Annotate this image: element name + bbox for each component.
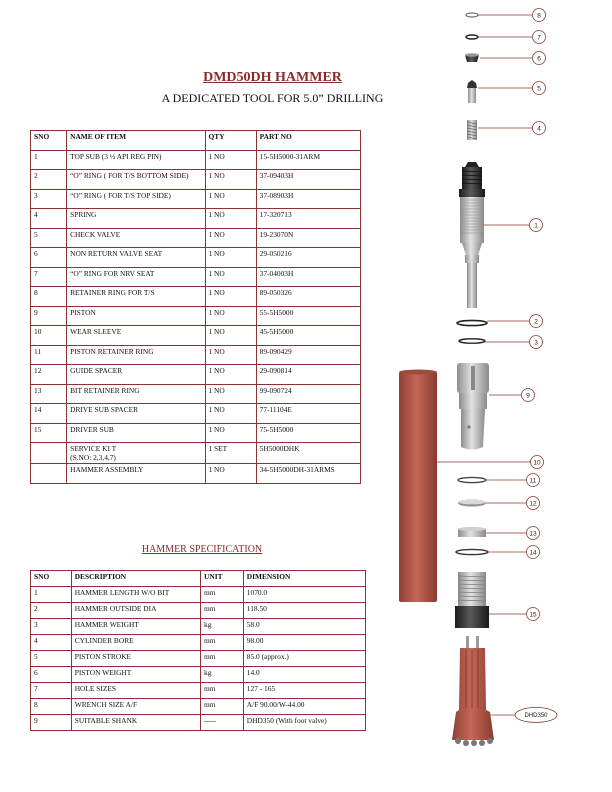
cell-text: 15-5H5000-31ARM	[259, 151, 321, 161]
cell-text: 37-09403H	[259, 171, 294, 180]
cell-text: 1 NO	[208, 210, 225, 219]
callout-15	[527, 608, 540, 621]
cell-text: 5	[34, 229, 38, 239]
callout-11	[527, 474, 540, 487]
table-cell: WRENCH SIZE A/F	[71, 699, 200, 715]
table-row	[31, 150, 361, 170]
cell-text: GUIDE SPACER	[70, 366, 123, 375]
table-cell: mm	[201, 587, 244, 603]
cell-text: 77-11104E	[259, 405, 292, 414]
table-cell: kg	[201, 667, 244, 683]
table-row	[31, 715, 366, 731]
table-cell	[205, 287, 256, 307]
cell-text: 5H5000DHK	[259, 444, 300, 453]
parts-table	[30, 130, 361, 484]
cell-text: 2	[34, 171, 38, 180]
table-row	[31, 423, 361, 443]
spec-header-description: DESCRIPTION	[71, 571, 200, 587]
table-cell	[205, 326, 256, 346]
table-cell: 3	[31, 619, 72, 635]
table-cell	[205, 345, 256, 365]
spec-table-header-row	[31, 571, 366, 587]
callout-number: 13	[529, 530, 537, 538]
table-cell	[256, 150, 360, 170]
spec-heading: HAMMER SPECIFICATION	[141, 544, 263, 555]
table-cell	[67, 248, 205, 268]
part-12-guide-spacer	[458, 500, 486, 507]
table-cell	[256, 248, 360, 268]
parts-header-name: NAME OF ITEM	[67, 131, 205, 151]
parts-header-partno: PART NO	[256, 131, 360, 151]
callout-14	[527, 546, 540, 559]
table-row	[31, 287, 361, 307]
table-cell	[31, 209, 67, 229]
cell-text: 1 NO	[208, 366, 225, 375]
cell-text: RETAINER RING FOR T/S	[70, 288, 155, 297]
table-cell	[31, 345, 67, 365]
table-cell: mm	[201, 699, 244, 715]
table-cell: 1	[31, 587, 72, 603]
table-row	[31, 699, 366, 715]
callout-number: 7	[537, 34, 541, 42]
table-cell	[67, 189, 205, 209]
cell-text: 1 NO	[208, 385, 225, 395]
table-cell: 85.0 (approx.)	[243, 651, 365, 667]
table-cell	[205, 365, 256, 385]
shank-label: DHD350	[524, 713, 548, 720]
table-row	[31, 306, 361, 326]
part-5-check-valve	[467, 80, 477, 103]
table-cell	[67, 345, 205, 365]
callout-number: 2	[534, 318, 538, 326]
callout-12	[527, 497, 540, 510]
cell-text: SPRING	[70, 210, 97, 219]
cell-text: 75-5H5000	[259, 424, 294, 434]
page-subtitle: A DEDICATED TOOL FOR 5.0” DRILLING	[161, 91, 384, 105]
cell-text: 1 NO	[208, 190, 225, 200]
table-cell: mm	[201, 635, 244, 651]
table-cell: -----	[201, 715, 244, 731]
table-cell	[256, 404, 360, 424]
table-cell	[205, 248, 256, 268]
table-cell	[67, 306, 205, 326]
callout-13	[527, 527, 540, 540]
table-cell: HOLE SIZES	[71, 683, 200, 699]
cell-text: 7	[34, 268, 38, 278]
callout-number: 14	[529, 549, 537, 557]
table-row	[31, 667, 366, 683]
table-cell	[256, 326, 360, 346]
table-cell: 9	[31, 715, 72, 731]
part-14-drive-sub-spacer	[456, 549, 488, 554]
callout-number: 1	[534, 222, 538, 230]
cell-text: 1 NO	[208, 171, 225, 180]
cell-text: “O” RING ( FOR T/S TOP SIDE)	[70, 190, 171, 200]
table-cell	[205, 189, 256, 209]
table-cell	[31, 326, 67, 346]
cell-text: 1 NO	[208, 327, 225, 336]
table-cell	[31, 306, 67, 326]
cell-text: 1 NO	[208, 307, 225, 317]
table-cell	[205, 443, 256, 464]
parts-header-qty: QTY	[205, 131, 256, 151]
table-cell	[31, 189, 67, 209]
table-cell	[31, 150, 67, 170]
table-row	[31, 443, 361, 464]
cell-text: “O” RING FOR NRV SEAT	[70, 268, 155, 278]
table-cell	[256, 423, 360, 443]
table-cell	[67, 209, 205, 229]
table-cell	[31, 423, 67, 443]
cell-text: TOP SUB (3 ½ API REG PIN)	[70, 151, 162, 161]
cell-text: WEAR SLEEVE	[70, 327, 122, 336]
callout-number: 3	[534, 339, 538, 347]
shank-callout	[515, 708, 557, 723]
table-cell	[256, 464, 360, 484]
table-row	[31, 619, 366, 635]
table-row	[31, 635, 366, 651]
callout-6	[533, 52, 546, 65]
part-10-wear-sleeve	[399, 370, 437, 603]
cell-text: 17-320713	[259, 210, 292, 219]
table-cell: kg	[201, 619, 244, 635]
cell-text: NON RETURN VALVE SEAT	[70, 249, 163, 258]
table-cell: 127 - 165	[243, 683, 365, 699]
table-cell	[256, 345, 360, 365]
table-cell	[67, 464, 205, 484]
table-cell	[256, 228, 360, 248]
table-row	[31, 209, 361, 229]
callout-5	[533, 82, 546, 95]
spec-header-sno: SNO	[31, 571, 72, 587]
cell-text: 37-08903H	[259, 190, 294, 200]
table-row	[31, 170, 361, 190]
callout-10	[531, 456, 544, 469]
table-cell: HAMMER LENGTH W/O BIT	[71, 587, 200, 603]
table-row	[31, 651, 366, 667]
table-row	[31, 683, 366, 699]
callout-9	[522, 389, 535, 402]
page-title: DMD50DH HAMMER	[203, 70, 342, 85]
part-9-piston	[457, 363, 489, 450]
table-cell	[205, 464, 256, 484]
callout-2	[530, 315, 543, 328]
table-cell	[256, 189, 360, 209]
table-cell	[205, 170, 256, 190]
table-cell: HAMMER OUTSIDE DIA	[71, 603, 200, 619]
cell-text: 29-090814	[259, 366, 292, 375]
cell-text: 1 SET	[208, 444, 228, 453]
part-4-spring	[467, 120, 477, 140]
part-3-o-ring	[459, 339, 485, 343]
cell-text: 19-23070N	[259, 229, 294, 239]
table-cell	[67, 326, 205, 346]
cell-text: 1 NO	[208, 249, 225, 258]
cell-text: 10	[34, 327, 42, 336]
cell-text: 1	[34, 151, 38, 161]
part-6-nrv-seat	[465, 53, 479, 62]
dhd350-bit	[452, 636, 494, 746]
cell-text: 1 NO	[208, 229, 225, 239]
callout-number: 15	[529, 611, 537, 619]
part-15-driver-sub	[455, 572, 489, 628]
table-cell	[31, 228, 67, 248]
table-cell: 5	[31, 651, 72, 667]
table-cell: mm	[201, 651, 244, 667]
callout-number: 6	[537, 55, 541, 63]
table-cell	[205, 384, 256, 404]
table-cell: SUITABLE SHANK	[71, 715, 200, 731]
cell-text: 13	[34, 385, 42, 395]
table-cell	[256, 365, 360, 385]
callout-7	[533, 31, 546, 44]
table-cell: CYLINDER BORE	[71, 635, 200, 651]
part-7-o-ring	[466, 35, 478, 39]
table-cell	[256, 170, 360, 190]
table-cell	[256, 287, 360, 307]
cell-text: 12	[34, 366, 42, 375]
table-cell	[67, 443, 205, 464]
cell-text: 99-090724	[259, 385, 292, 395]
cell-text: 4	[34, 210, 38, 219]
cell-text: 1 NO	[208, 346, 225, 356]
cell-text: DRIVE SUB SPACER	[70, 405, 139, 414]
callout-3	[530, 336, 543, 349]
cell-text: 89-090429	[259, 346, 292, 356]
table-cell: 118.50	[243, 603, 365, 619]
table-cell	[67, 228, 205, 248]
cell-text: 45-5H5000	[259, 327, 294, 336]
table-cell	[256, 384, 360, 404]
cell-text: 1 NO	[208, 268, 225, 278]
part-1-top-sub	[459, 162, 485, 308]
table-row	[31, 326, 361, 346]
table-cell	[67, 170, 205, 190]
cell-text: 14	[34, 405, 42, 414]
table-row	[31, 587, 366, 603]
cell-text: “O” RING ( FOR T/S BOTTOM SIDE)	[70, 171, 189, 180]
table-cell	[67, 287, 205, 307]
service-kit-note: (S.NO: 2,3,4,7)	[70, 453, 116, 462]
table-cell	[256, 209, 360, 229]
table-cell	[205, 423, 256, 443]
cell-text: 37-04003H	[259, 268, 294, 278]
table-cell	[31, 287, 67, 307]
callout-number: 9	[526, 392, 530, 400]
table-cell	[67, 404, 205, 424]
cell-text: 1 NO	[208, 465, 225, 474]
table-cell	[31, 404, 67, 424]
table-cell: DHD350 (With foot valve)	[243, 715, 365, 731]
cell-text: 1 NO	[208, 424, 225, 434]
table-row	[31, 464, 361, 484]
table-cell	[256, 306, 360, 326]
table-cell	[205, 267, 256, 287]
callout-1	[530, 219, 543, 232]
table-cell	[31, 170, 67, 190]
cell-text: 1 NO	[208, 405, 225, 414]
table-row	[31, 345, 361, 365]
parts-header-sno: SNO	[31, 131, 67, 151]
cell-text: 3	[34, 190, 38, 200]
spec-header-dimension: DIMENSION	[243, 571, 365, 587]
cell-text: PISTON RETAINER RING	[70, 346, 154, 356]
table-cell: 14.0	[243, 667, 365, 683]
cell-text: 89-050326	[259, 288, 292, 297]
callout-number: 8	[537, 12, 541, 20]
table-cell	[256, 267, 360, 287]
cell-text: CHECK VALVE	[70, 229, 121, 239]
table-cell	[67, 267, 205, 287]
table-row	[31, 404, 361, 424]
callout-number: 4	[537, 125, 541, 133]
cell-text: 8	[34, 288, 38, 297]
table-cell	[31, 365, 67, 385]
part-8-washer	[466, 13, 478, 17]
table-row	[31, 365, 361, 385]
cell-text: 29-050216	[259, 249, 292, 258]
table-cell: 98.00	[243, 635, 365, 651]
table-cell	[67, 365, 205, 385]
table-cell	[31, 267, 67, 287]
table-cell: mm	[201, 683, 244, 699]
table-cell	[67, 423, 205, 443]
spec-table	[30, 570, 366, 731]
table-cell	[31, 384, 67, 404]
callout-number: 12	[529, 500, 537, 508]
table-cell: 6	[31, 667, 72, 683]
table-cell	[256, 443, 360, 464]
callout-number: 11	[529, 477, 537, 485]
table-row	[31, 384, 361, 404]
cell-text: DRIVER SUB	[70, 424, 114, 434]
table-cell	[67, 150, 205, 170]
table-cell	[31, 443, 67, 464]
table-cell: PISTON WEIGHT	[71, 667, 200, 683]
table-cell	[205, 306, 256, 326]
callout-8	[533, 9, 546, 22]
cell-text: 15	[34, 424, 42, 434]
table-cell: 2	[31, 603, 72, 619]
table-row	[31, 603, 366, 619]
cell-text: BIT RETAINER RING	[70, 385, 140, 395]
table-cell: 58.0	[243, 619, 365, 635]
table-cell: A/F 90.00/W-44.00	[243, 699, 365, 715]
cell-text: 55-5H5000	[259, 307, 294, 317]
cell-text: HAMMER ASSEMBLY	[70, 465, 144, 474]
cell-text: 11	[34, 346, 42, 356]
table-cell: 8	[31, 699, 72, 715]
cell-text: PISTON	[70, 307, 96, 317]
table-cell: 1070.0	[243, 587, 365, 603]
table-cell: 4	[31, 635, 72, 651]
part-2-o-ring	[457, 320, 487, 325]
part-13-bit-retainer-ring	[458, 527, 486, 537]
table-row	[31, 228, 361, 248]
callout-number: 10	[533, 459, 541, 467]
table-cell: 7	[31, 683, 72, 699]
table-cell	[205, 150, 256, 170]
part-11-piston-retainer-ring	[458, 477, 486, 482]
table-cell	[205, 209, 256, 229]
table-cell: mm	[201, 603, 244, 619]
cell-text: 1 NO	[208, 151, 225, 161]
table-cell	[31, 248, 67, 268]
spec-header-unit: UNIT	[201, 571, 244, 587]
table-row	[31, 248, 361, 268]
exploded-hammer-diagram	[385, 0, 612, 792]
table-cell	[31, 464, 67, 484]
cell-text: 6	[34, 249, 38, 258]
table-row	[31, 267, 361, 287]
cell-text: 1 NO	[208, 288, 225, 297]
parts-table-header-row	[31, 131, 361, 151]
cell-text: 9	[34, 307, 38, 317]
callout-4	[533, 122, 546, 135]
cell-text: 34-5H5000DH-31ARMS	[259, 465, 335, 474]
cell-text: SERVICE KI T	[70, 444, 117, 453]
table-cell	[67, 384, 205, 404]
table-row	[31, 189, 361, 209]
table-cell: HAMMER WEIGHT	[71, 619, 200, 635]
table-cell	[205, 228, 256, 248]
table-cell	[205, 404, 256, 424]
table-cell: PISTON STROKE	[71, 651, 200, 667]
callout-number: 5	[537, 85, 541, 93]
